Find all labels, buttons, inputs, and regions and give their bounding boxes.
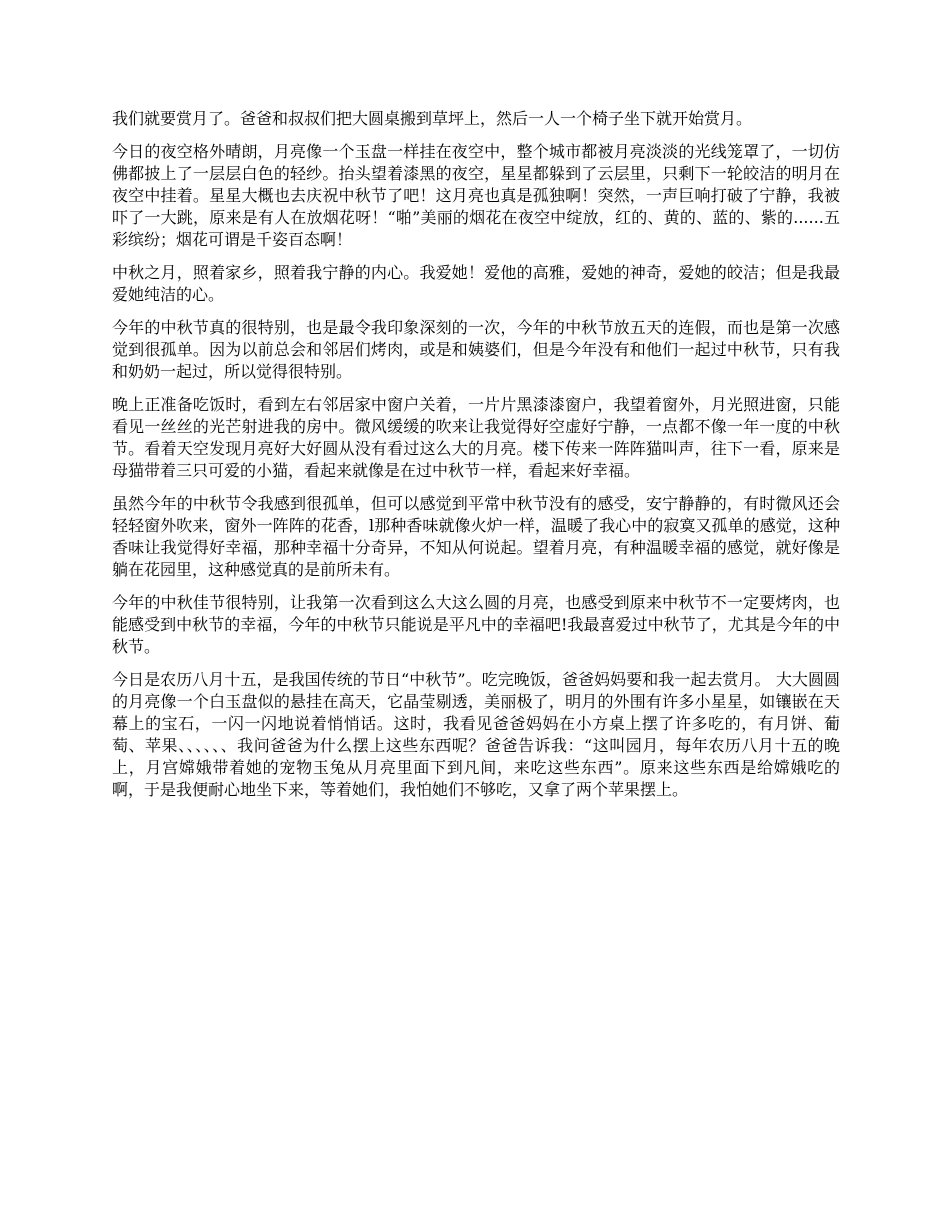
- paragraph-4: 今年的中秋节真的很特别，也是最令我印象深刻的一次，今年的中秋节放五天的连假，而也是第一次感觉到很孤单。因为以前总会和邻居们烤肉，或是和姨婆们，但是今年没有和他们一起过中秋节，只有我和奶奶一起过，所以觉得很特别。: [112, 318, 840, 381]
- paragraph-8: 今日是农历八月十五，是我国传统的节日“中秋节”。吃完晚饭，爸爸妈妈要和我一起去赏月。 大大圆圆的月亮像一个白玉盘似的悬挂在高天，它晶莹剔透，美丽极了，明月的外围有许多小星星，如镶嵌在天幕上的宝石，一闪一闪地说着悄悄话。这时，我看见爸爸妈妈在小方桌上摆了许多吃的，有月饼、葡萄、苹果、、、、、、我问爸爸为什么摆上这些东西呢？爸爸告诉我：“这叫园月，每年农历八月十五的晚上，月宫嫦娥带着她的宠物玉兔从月亮里面下到凡间，来吃这些东西”。原来这些东西是给嫦娥吃的啊，于是我便耐心地坐下来，等着她们，我怕她们不够吃，又拿了两个苹果摆上。: [112, 670, 840, 799]
- paragraph-2: 今日的夜空格外晴朗，月亮像一个玉盘一样挂在夜空中，整个城市都被月亮淡淡的光线笼罩了，一切仿佛都披上了一层层白色的轻纱。抬头望着漆黑的夜空，星星都躲到了云层里，只剩下一轮皎洁的明月在夜空中挂着。星星大概也去庆祝中秋节了吧！这月亮也真是孤独啊！突然，一声巨响打破了宁静，我被吓了一大跳，原来是有人在放烟花呀！“啪”美丽的烟花在夜空中绽放，红的、黄的、蓝的、紫的......五彩缤纷；烟花可谓是千姿百态啊！: [112, 142, 840, 249]
- paragraph-7: 今年的中秋佳节很特别，让我第一次看到这么大这么圆的月亮，也感受到原来中秋节不一定要烤肉，也能感受到中秋节的幸福，今年的中秋节只能说是平凡中的幸福吧!我最喜爱过中秋节了，尤其是今年的中秋节。: [112, 593, 840, 656]
- paragraph-6: 虽然今年的中秋节令我感到很孤单，但可以感觉到平常中秋节没有的感受，安宁静静的，有时微风还会轻轻窗外吹来，窗外一阵阵的花香，l那种香味就像火炉一样，温暖了我心中的寂寞又孤单的感觉，这种香味让我觉得好幸福，那种幸福十分奇异，不知从何说起。望着月亮，有种温暖幸福的感觉，就好像是躺在花园里，这种感觉真的是前所未有。: [112, 494, 840, 579]
- paragraph-1: 我们就要赏月了。爸爸和叔叔们把大圆桌搬到草坪上，然后一人一个椅子坐下就开始赏月。: [112, 109, 753, 128]
- document-body: [112, 108, 840, 812]
- paragraph-3: 中秋之月，照着家乡，照着我宁静的内心。我爱她！爱他的高雅，爱她的神奇，爱她的皎洁；但是我最爱她纯洁的心。: [112, 263, 840, 304]
- paragraph-5: 晚上正准备吃饭时，看到左右邻居家中窗户关着，一片片黑漆漆窗户，我望着窗外，月光照进窗，只能看见一丝丝的光芒射进我的房中。微风缓缓的吹来让我觉得好空虚好宁静，一点都不像一年一度的中秋节。看着天空发现月亮好大好圆从没有看过这么大的月亮。楼下传来一阵阵猫叫声，往下一看，原来是母猫带着三只可爱的小猫，看起来就像是在过中秋节一样，看起来好幸福。: [112, 395, 840, 480]
